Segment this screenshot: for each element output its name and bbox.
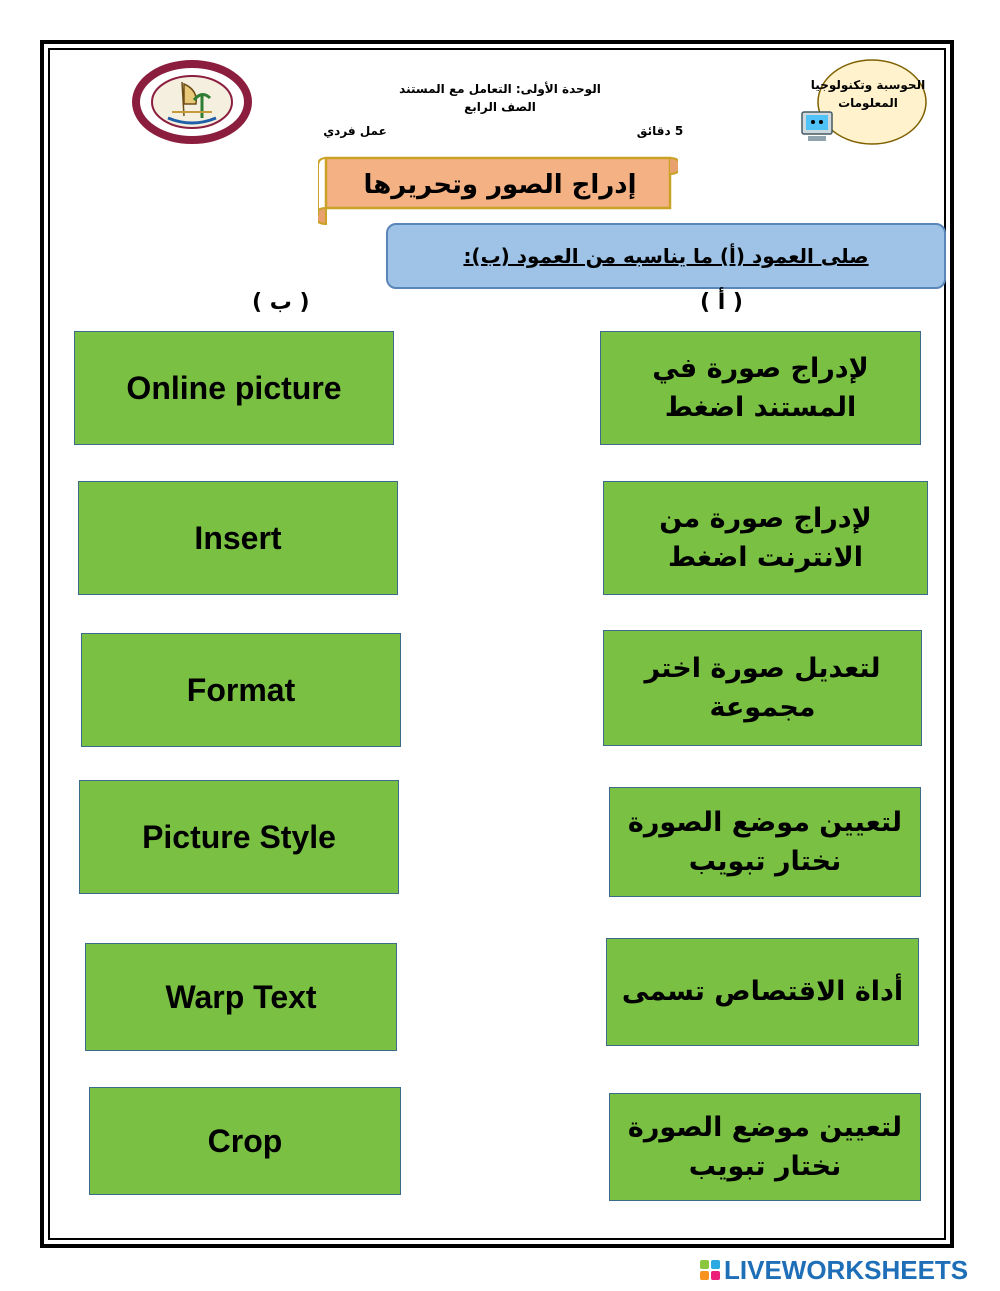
page-title: إدراج الصور وتحريرها (363, 170, 637, 200)
column-a-item[interactable]: أداة الاقتصاص تسمى (606, 938, 919, 1046)
column-b-item[interactable]: Warp Text (85, 943, 397, 1051)
grade-label: الصف الرابع (464, 100, 536, 114)
column-a-label: ( أ ) (700, 290, 743, 315)
column-a-item[interactable]: لتعيين موضع الصورة نختار تبويب (609, 787, 921, 897)
column-b-label: ( ب ) (252, 290, 310, 315)
column-a-item[interactable]: لتعيين موضع الصورة نختار تبويب (609, 1093, 921, 1201)
column-a-item[interactable]: لإدراج صورة في المستند اضغط (600, 331, 921, 445)
liveworksheets-brand (700, 1256, 996, 1284)
column-b-item[interactable]: Insert (78, 481, 398, 595)
brand-name: LIVEWORKSHEETS (724, 1254, 969, 1285)
work-type-label: عمل فردي (323, 124, 387, 138)
column-b-item[interactable]: Picture Style (79, 780, 399, 894)
unit-title: الوحدة الأولى: التعامل مع المستند (399, 82, 601, 96)
column-a-item[interactable]: لإدراج صورة من الانترنت اضغط (603, 481, 928, 595)
subject-badge: الحوسبة وتكنولوجيا المعلومات (810, 78, 926, 110)
column-a-item[interactable]: لتعديل صورة اختر مجموعة (603, 630, 922, 746)
duration-label: 5 دقائق (636, 124, 684, 138)
column-b-item[interactable]: Online picture (74, 331, 394, 445)
ministry-logo-icon (132, 60, 252, 144)
liveworksheets-logo-icon (700, 1260, 720, 1280)
column-b-item[interactable]: Crop (89, 1087, 401, 1195)
column-b-item[interactable]: Format (81, 633, 401, 747)
instruction-banner: صلى العمود (أ) ما يناسبه من العمود (ب): (386, 223, 946, 289)
